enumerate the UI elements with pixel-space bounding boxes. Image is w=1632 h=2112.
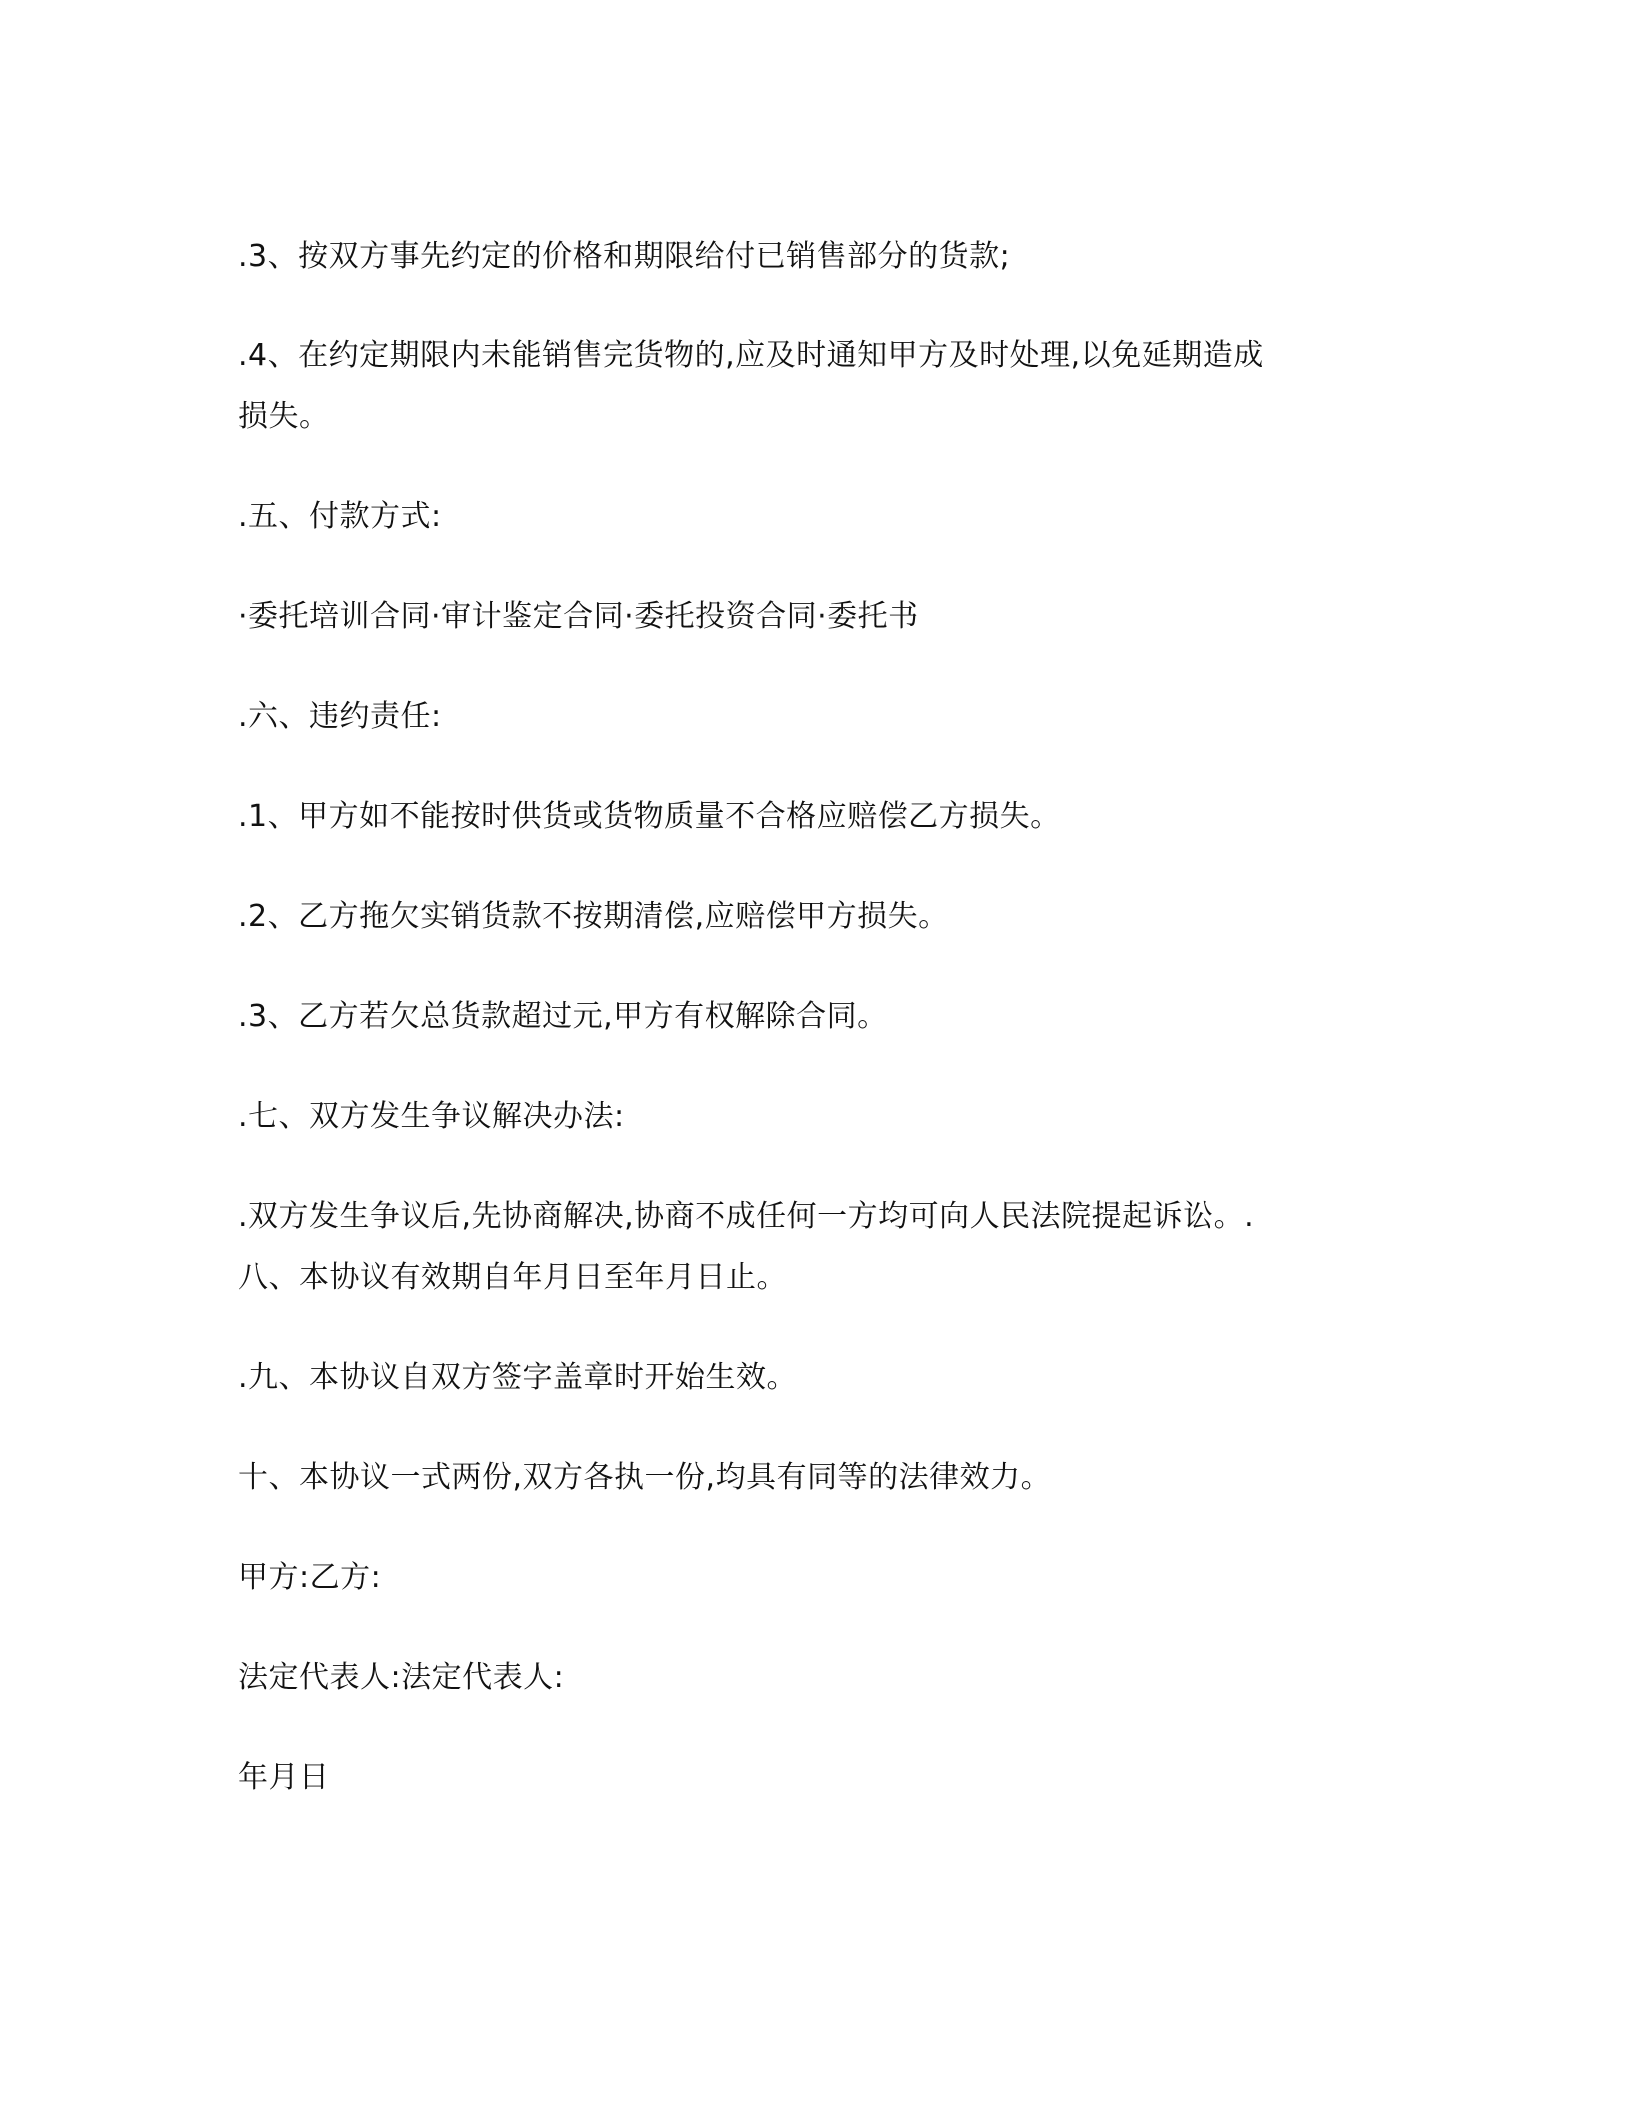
section-5-heading: .五、付款方式:: [238, 499, 442, 534]
date-line: 年月日: [238, 1760, 330, 1795]
section-10: 十、本协议一式两份,双方各执一份,均具有同等的法律效力。: [238, 1460, 1052, 1495]
legal-representative-line: 法定代表人:法定代表人:: [238, 1660, 565, 1695]
clause-4-4-line2: 损失。: [238, 399, 330, 434]
section-8: 八、本协议有效期自年月日至年月日止。: [238, 1260, 787, 1295]
clause-6-2: .2、乙方拖欠实销货款不按期清偿,应赔偿甲方损失。: [238, 899, 949, 934]
section-9: .九、本协议自双方签字盖章时开始生效。: [238, 1360, 798, 1395]
clause-6-3: .3、乙方若欠总货款超过元,甲方有权解除合同。: [238, 999, 888, 1034]
section-6-heading: .六、违约责任:: [238, 699, 442, 734]
section-7-heading: .七、双方发生争议解决办法:: [238, 1099, 625, 1134]
section-7-body: .双方发生争议后,先协商解决,协商不成任何一方均可向人民法院提起诉讼。.: [238, 1199, 1255, 1234]
clause-6-1: .1、甲方如不能按时供货或货物质量不合格应赔偿乙方损失。: [238, 799, 1061, 834]
clause-4-4-line1: .4、在约定期限内未能销售完货物的,应及时通知甲方及时处理,以免延期造成: [238, 338, 1264, 373]
clause-4-3: .3、按双方事先约定的价格和期限给付已销售部分的货款;: [238, 239, 1011, 274]
related-links-line: ·委托培训合同·审计鉴定合同·委托投资合同·委托书: [238, 599, 919, 634]
party-names-line: 甲方:乙方:: [238, 1560, 382, 1595]
